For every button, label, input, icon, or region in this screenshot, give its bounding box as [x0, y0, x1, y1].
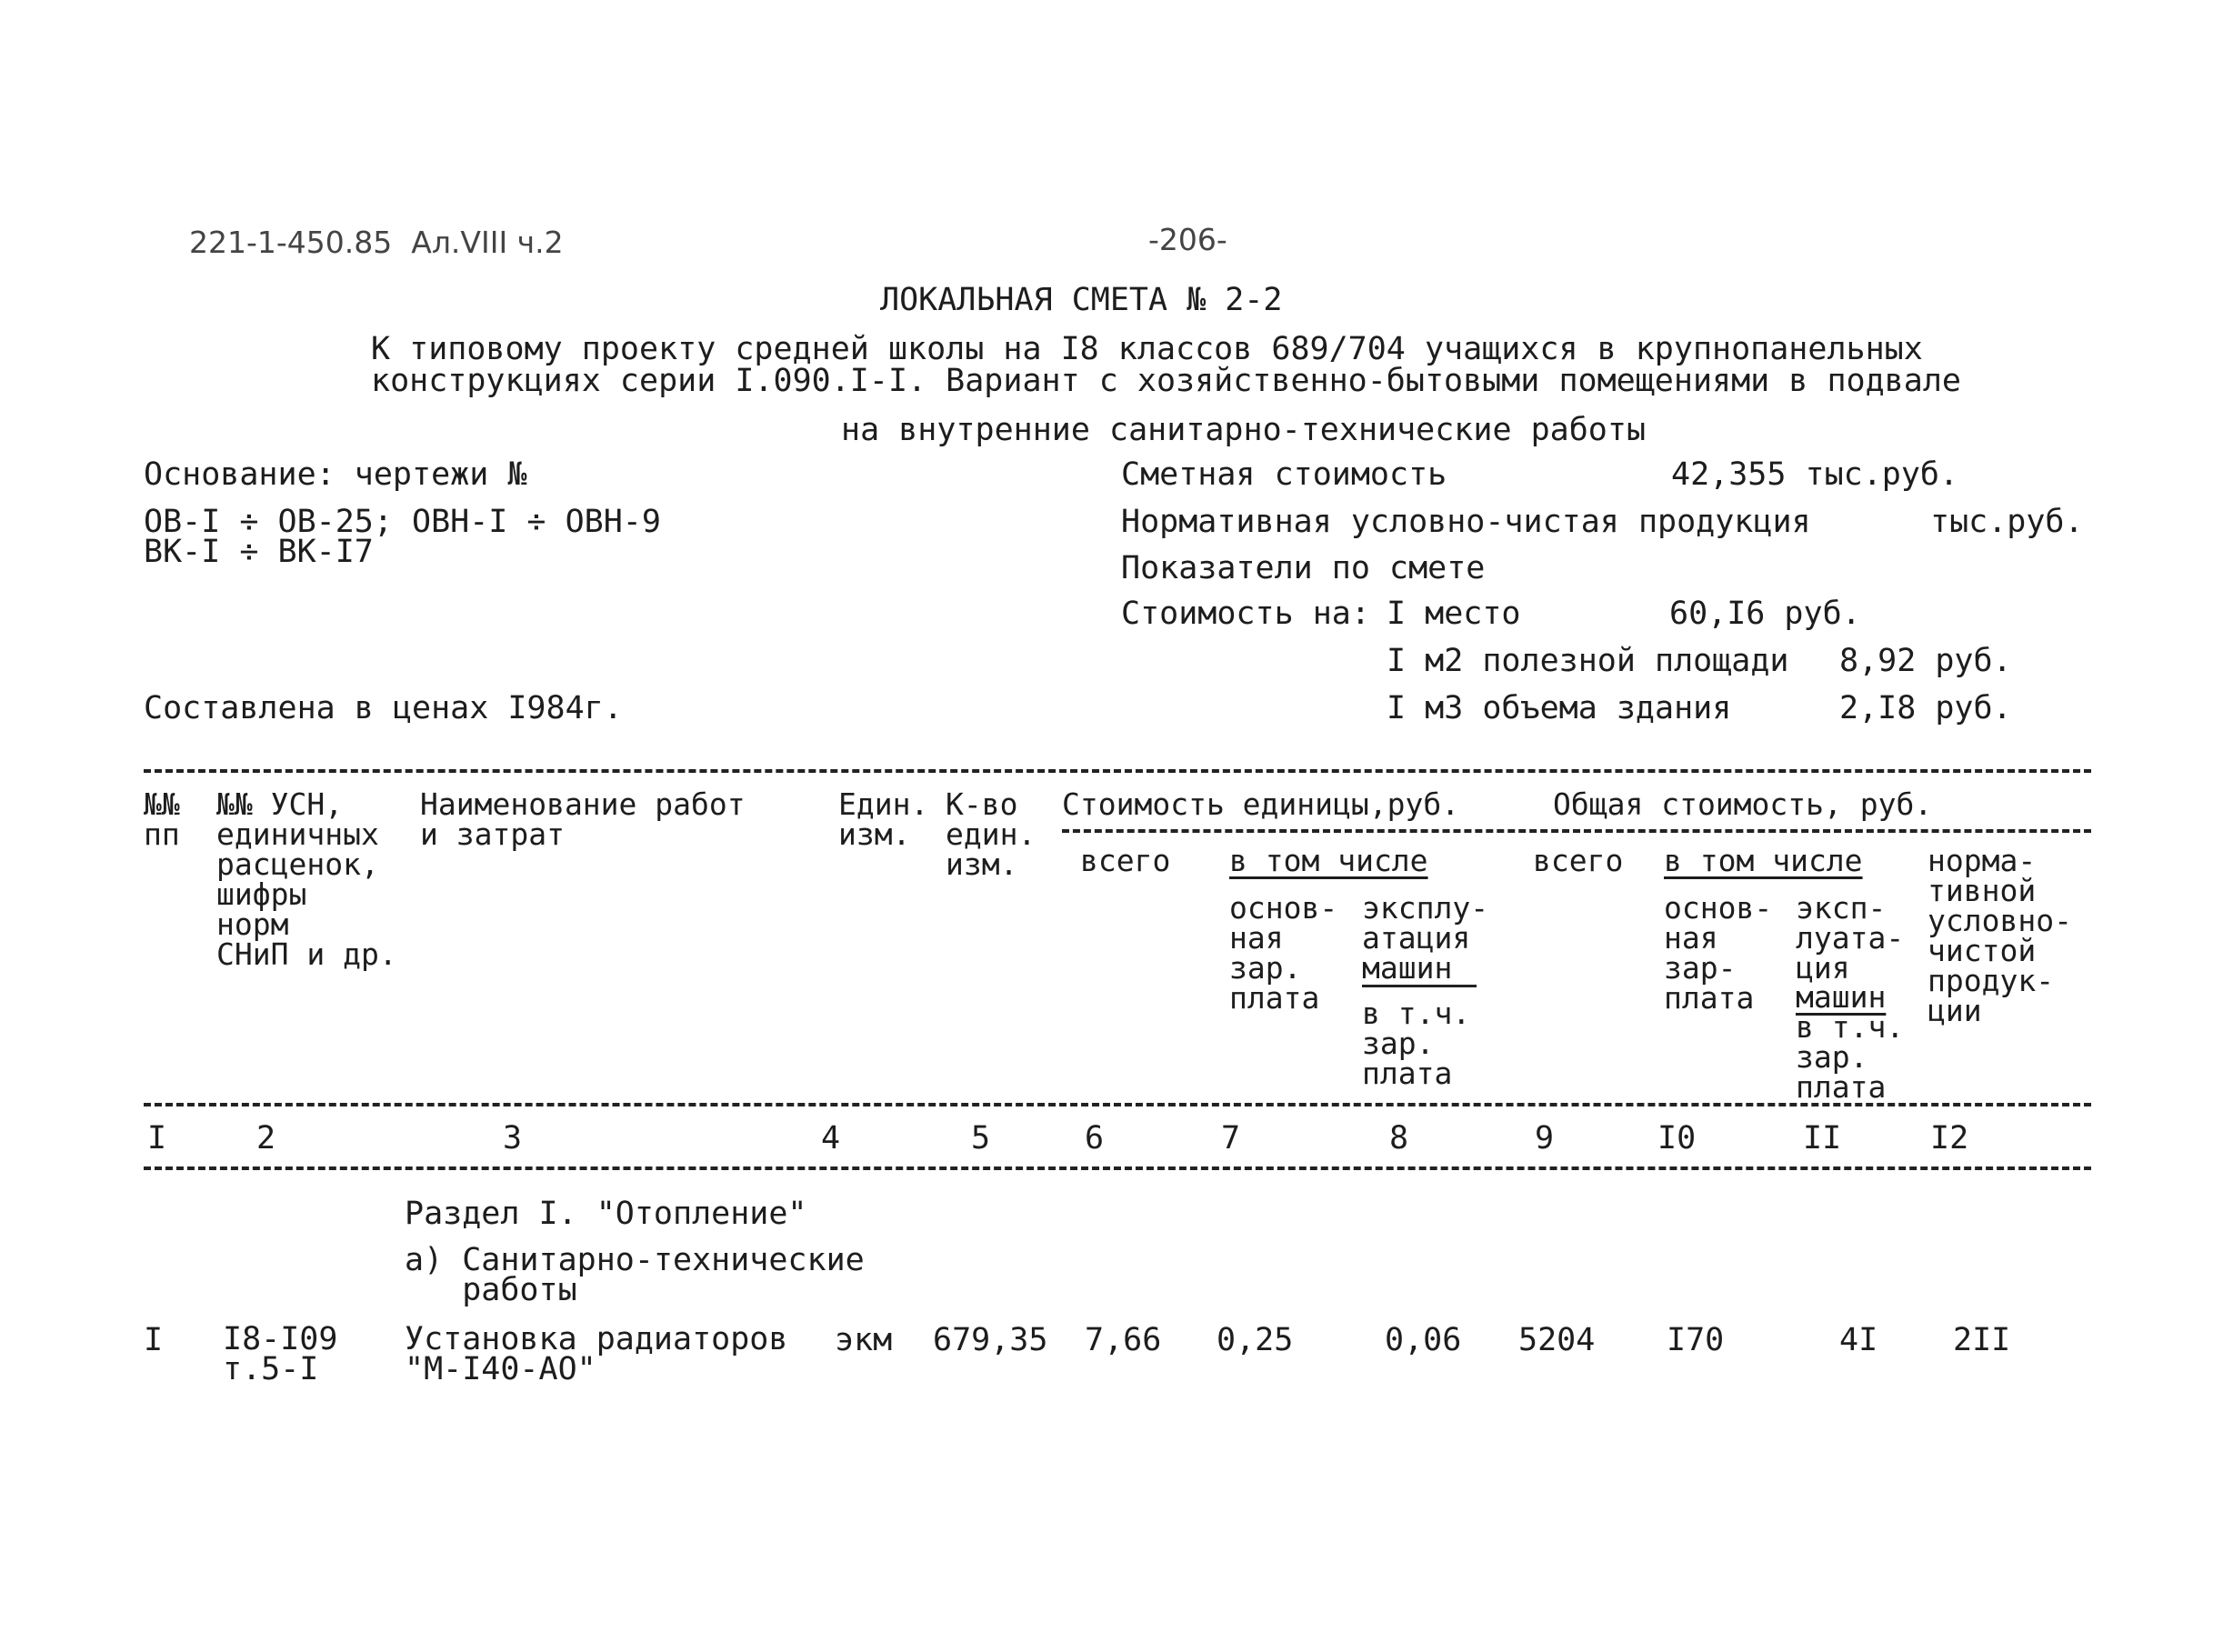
subtitle-line-3: на внутренние санитарно-технические работы — [841, 412, 1647, 448]
unit-total-header: всего — [1080, 843, 1171, 878]
page-number: -206- — [1148, 222, 1227, 257]
row-unit-machines: 0,06 — [1385, 1322, 1462, 1358]
basis-drawings-1: ОВ-I ÷ ОВ-25; ОВН-I ÷ ОВН-9 — [144, 504, 661, 540]
col1-header-a: №№ — [144, 786, 180, 822]
row-name: Установка радиаторов "М-I40-АО" — [405, 1321, 788, 1387]
row-unit: экм — [835, 1322, 893, 1358]
row-total-wage: I70 — [1667, 1322, 1725, 1358]
section-title: Раздел I. "Отопление" — [405, 1196, 807, 1232]
normative-label: Нормативная условно-чистая продукция — [1121, 504, 1811, 540]
col-number-11: II — [1803, 1120, 1842, 1156]
col-number-10: I0 — [1657, 1120, 1697, 1156]
prices-year: Составлена в ценах I984г. — [144, 690, 623, 726]
col-number-4: 4 — [821, 1120, 841, 1156]
row-total-machines: 4I — [1839, 1322, 1878, 1358]
col4-header: Един. изм. — [838, 786, 929, 852]
column-numbers-top-rule — [144, 1103, 2091, 1106]
col-number-12: I2 — [1930, 1120, 1969, 1156]
estimated-cost-value: 42,355 тыс.руб. — [1671, 456, 1959, 493]
total-cost-header: Общая стоимость, руб. — [1553, 786, 1933, 822]
total-incl-wage-header: в т.ч. зар. плата — [1796, 1009, 1905, 1105]
row-quantity: 679,35 — [933, 1322, 1048, 1358]
per-place-label: I место — [1387, 596, 1521, 632]
cost-on-label: Стоимость на: — [1121, 596, 1370, 632]
col-number-8: 8 — [1389, 1120, 1409, 1156]
per-place-value: 60,I6 руб. — [1669, 596, 1861, 632]
per-m2-label: I м2 полезной площади — [1387, 643, 1789, 679]
col-number-9: 9 — [1535, 1120, 1555, 1156]
total-machines-header: эксп- луата- ция — [1796, 890, 1905, 986]
unit-cost-header: Стоимость единицы,руб. — [1062, 786, 1460, 822]
unit-base-wage-header: основ- ная зар. плата — [1229, 890, 1338, 1016]
total-including-header: в том числе — [1664, 843, 1863, 878]
per-m3-value: 2,I8 руб. — [1839, 690, 2012, 726]
normative-unit: тыс.руб. — [1930, 504, 2084, 540]
per-m3-label: I м3 объема здания — [1387, 690, 1732, 726]
col3-header: Наименование работ и затрат — [420, 786, 746, 852]
per-m2-value: 8,92 руб. — [1839, 643, 2012, 679]
total-machines-header-b: машин — [1796, 979, 1887, 1015]
col-number-6: 6 — [1085, 1120, 1105, 1156]
total-base-wage-header: основ- ная зар- плата — [1664, 890, 1773, 1016]
table-top-rule — [144, 769, 2091, 773]
row-normative: 2II — [1953, 1322, 2011, 1358]
normative-header: норма- тивной условно- чистой продук- ции — [1928, 843, 2072, 1028]
col-number-1: I — [147, 1120, 167, 1156]
basis-label: Основание: чертежи № — [144, 456, 527, 493]
row-unit-wage: 0,25 — [1217, 1322, 1294, 1358]
estimated-cost-label: Сметная стоимость — [1121, 456, 1447, 493]
subtitle-line-1: К типовому проекту средней школы на I8 классов 689/704 учащихся в крупнопанельных — [371, 331, 1923, 367]
column-numbers-bottom-rule — [144, 1166, 2091, 1170]
row-number: I — [144, 1322, 164, 1358]
unit-machines-rule — [1362, 985, 1477, 987]
basis-drawings-2: ВК-I ÷ ВК-I7 — [144, 534, 374, 570]
document-title: ЛОКАЛЬНАЯ СМЕТА № 2-2 — [880, 282, 1283, 318]
indicators-label: Показатели по смете — [1121, 550, 1486, 586]
row-total: 5204 — [1518, 1322, 1596, 1358]
col-number-5: 5 — [971, 1120, 991, 1156]
unit-including-header: в том числе — [1229, 843, 1428, 878]
document-code: 221-1-450.85 Ал.VIII ч.2 — [189, 225, 564, 260]
subtitle-line-2: конструкциях серии I.090.I-I. Вариант с хозяйственно-бытовыми помещениями в подвале — [371, 363, 1961, 399]
col-number-3: 3 — [503, 1120, 523, 1156]
col2-header: №№ УСН, единичных расценок, шифры норм СНиП и др. — [216, 786, 397, 972]
unit-incl-wage-header: в т.ч. зар. плата — [1362, 996, 1471, 1091]
col-number-2: 2 — [256, 1120, 276, 1156]
subsection-title: а) Санитарно-технические работы — [405, 1242, 865, 1308]
row-unit-total: 7,66 — [1085, 1322, 1162, 1358]
row-code: I8-I09 т.5-I — [223, 1321, 338, 1387]
header-mid-rule — [1062, 829, 2091, 833]
total-total-header: всего — [1533, 843, 1624, 878]
col-number-7: 7 — [1221, 1120, 1241, 1156]
unit-machines-header: эксплу- атация машин — [1362, 890, 1489, 986]
col5-header: К-во един. изм. — [946, 786, 1036, 882]
col1-header-b: пп — [144, 816, 180, 852]
